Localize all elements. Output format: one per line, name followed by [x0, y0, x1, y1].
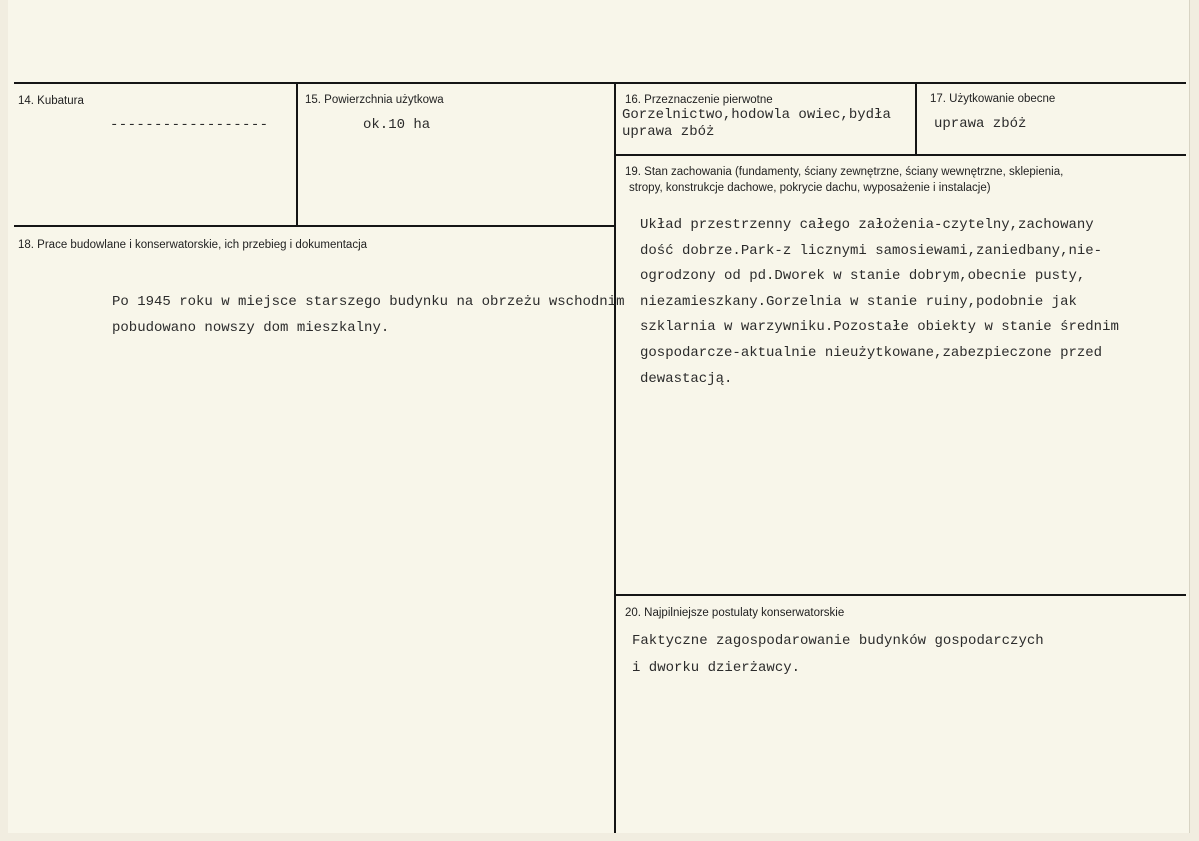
divider-col-16-17: [915, 82, 917, 156]
field-19-line: Układ przestrzenny całego założenia-czytelny,zachowany: [640, 217, 1094, 233]
field-16-value: [622, 107, 891, 141]
field-16-line: uprawa zbóż: [622, 124, 715, 140]
field-19-line: dość dobrze.Park-z licznymi samosiewami,zaniedbany,nie-: [640, 242, 1103, 259]
field-18-line: pobudowano nowszy dom mieszkalny.: [112, 319, 390, 336]
field-15-label: 15. Powierzchnia użytkowa: [305, 94, 444, 106]
field-20-line: i dworku dzierżawcy.: [632, 660, 801, 676]
divider-col-14-15: [296, 82, 298, 227]
divider-row2-right: [614, 594, 1186, 596]
field-17-label: 17. Użytkowanie obecne: [930, 93, 1056, 105]
field-19-label-line: stropy, konstrukcje dachowe, pokrycie dachu, wyposażenie i instalacje): [629, 182, 991, 194]
field-19-line: dewastacją.: [640, 370, 733, 387]
field-14-label: 14. Kubatura: [18, 95, 84, 107]
divider-row1-left: [14, 225, 616, 227]
field-19-label: [625, 164, 1063, 196]
field-20-label: 20. Najpilniejsze postulaty konserwatorskie: [625, 607, 845, 619]
field-20-line: Faktyczne zagospodarowanie budynków gospodarczych: [632, 633, 1044, 649]
field-18-value: [112, 290, 624, 341]
field-19-line: gospodarcze-aktualnie nieużytkowane,zabezpieczone przed: [640, 344, 1103, 361]
field-16-label: 16. Przeznaczenie pierwotne: [625, 94, 773, 106]
field-19-label-line: 19. Stan zachowania (fundamenty, ściany zewnętrzne, ściany wewnętrzne, sklepienia,: [625, 166, 1064, 178]
divider-top: [14, 82, 1186, 84]
field-15-value: ok.10 ha: [363, 117, 431, 133]
field-19-line: szklarnia w warzywniku.Pozostałe obiekty w stanie średnim: [640, 319, 1119, 336]
field-14-value: ------------------: [110, 117, 269, 133]
field-20-value: [632, 628, 1044, 682]
field-17-value: uprawa zbóż: [934, 116, 1027, 132]
field-19-line: ogrodzony od pd.Dworek w stanie dobrym,obecnie pusty,: [640, 268, 1086, 285]
field-18-label: 18. Prace budowlane i konserwatorskie, ich przebieg i dokumentacja: [18, 239, 368, 251]
field-16-line: Gorzelnictwo,hodowla owiec,bydła: [622, 107, 891, 123]
divider-row1-right: [614, 154, 1186, 156]
divider-col-center: [614, 82, 616, 833]
field-18-line: Po 1945 roku w miejsce starszego budynku na obrzeżu wschodnim: [112, 294, 625, 310]
field-19-value: [640, 213, 1119, 392]
field-19-line: niezamieszkany.Gorzelnia w stanie ruiny,podobnie jak: [640, 293, 1077, 310]
